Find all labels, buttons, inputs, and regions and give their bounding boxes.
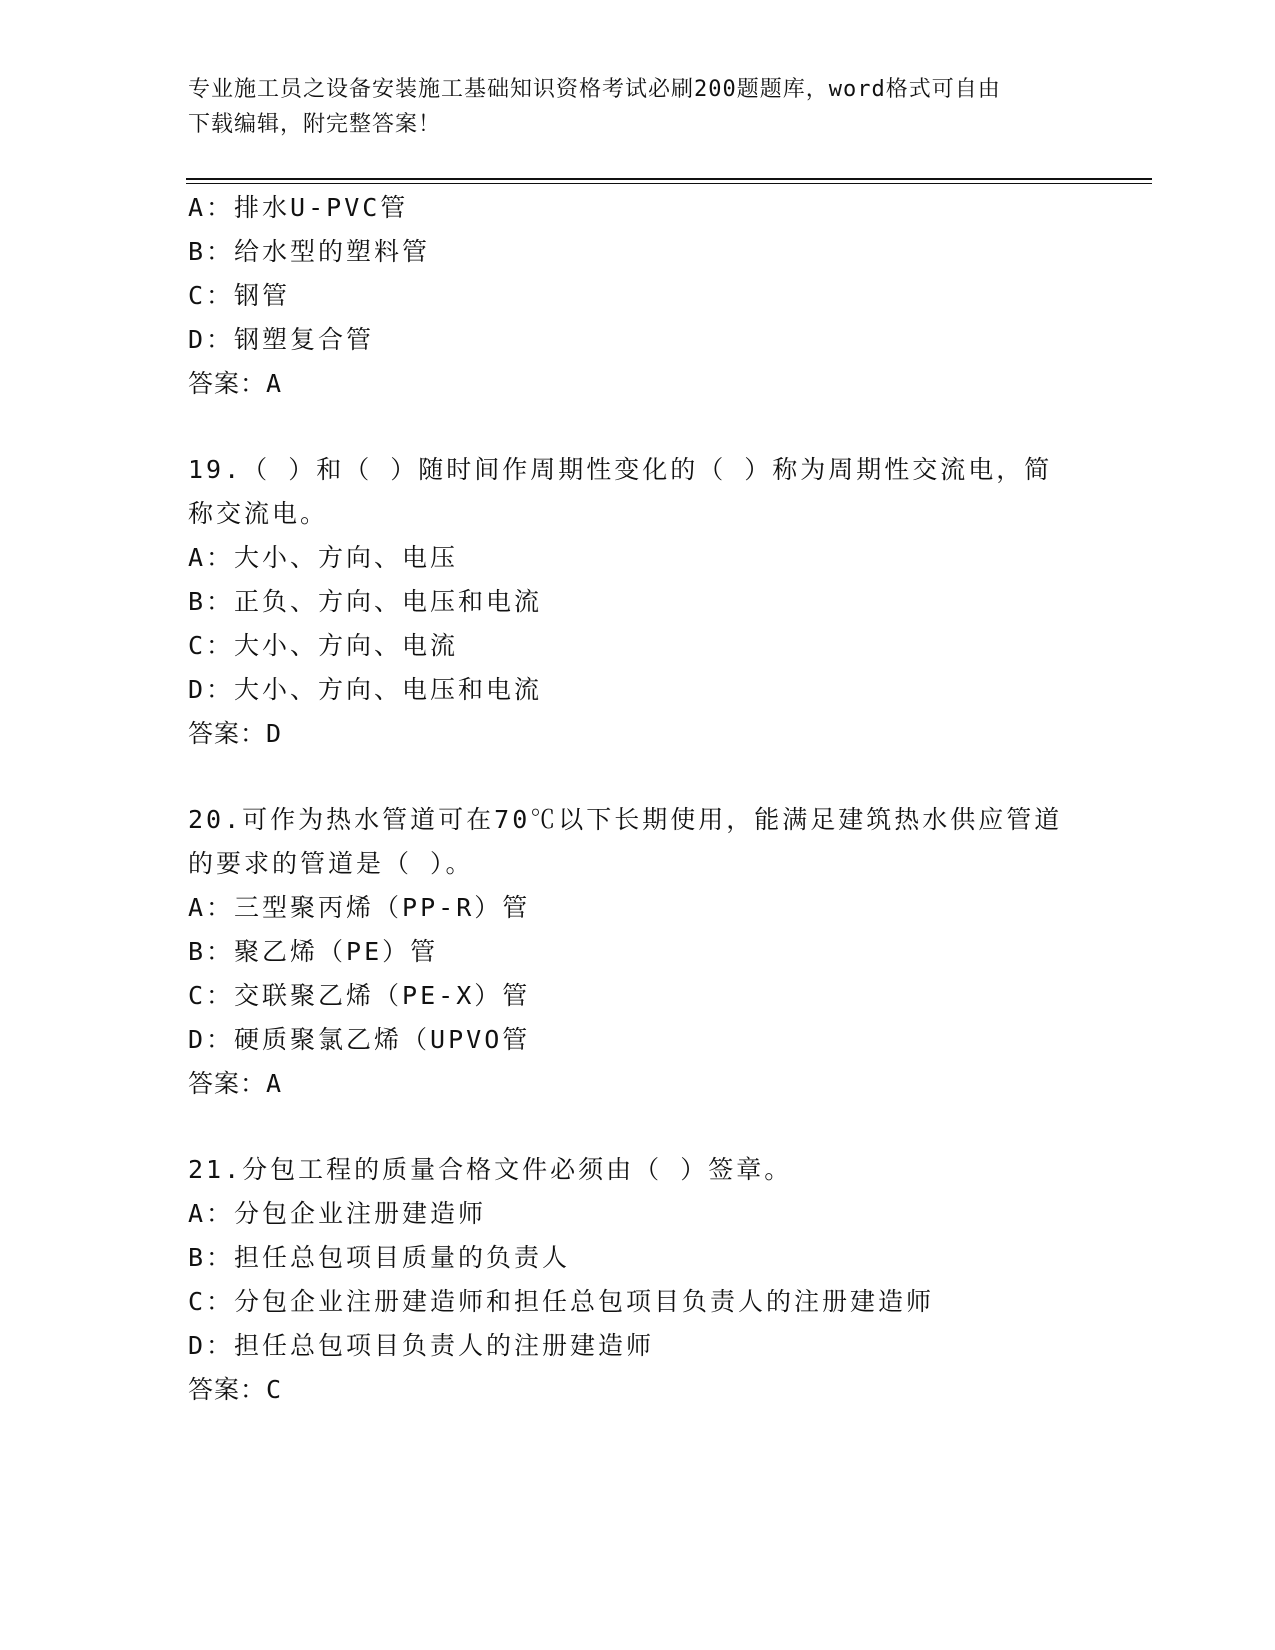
option-d: D：钢塑复合管	[188, 325, 375, 354]
option-a: A：大小、方向、电压	[188, 543, 459, 572]
question-19-line-1: 19.（ ）和（ ）随时间作周期性变化的（ ）称为周期性交流电，简	[188, 455, 1053, 484]
header-line-1: 专业施工员之设备安装施工基础知识资格考试必刷200题题库，word格式可自由	[188, 77, 1001, 102]
option-c: C：大小、方向、电流	[188, 631, 459, 660]
header-divider-thin	[186, 183, 1152, 184]
header-line-2: 下载编辑，附完整答案！	[188, 112, 442, 137]
question-21-line-1: 21.分包工程的质量合格文件必须由（ ）签章。	[188, 1155, 793, 1184]
option-c: C：交联聚乙烯（PE-X）管	[188, 981, 531, 1010]
question-20-line-1: 20.可作为热水管道可在70℃以下长期使用，能满足建筑热水供应管道	[188, 805, 1063, 834]
option-c: C：分包企业注册建造师和担任总包项目负责人的注册建造师	[188, 1287, 935, 1316]
answer: 答案：A	[188, 1069, 283, 1098]
header-divider-thick	[186, 178, 1152, 180]
document-header	[188, 72, 1088, 142]
option-d: D：大小、方向、电压和电流	[188, 675, 543, 704]
question-20-line-2: 的要求的管道是（ ）。	[188, 849, 474, 878]
answer: 答案：D	[188, 719, 283, 748]
answer: 答案：A	[188, 369, 283, 398]
option-a: A：排水U-PVC管	[188, 193, 409, 222]
option-b: B：聚乙烯（PE）管	[188, 937, 439, 966]
option-a: A：分包企业注册建造师	[188, 1199, 487, 1228]
option-b: B：正负、方向、电压和电流	[188, 587, 543, 616]
option-a: A：三型聚丙烯（PP-R）管	[188, 893, 531, 922]
option-b: B：给水型的塑料管	[188, 237, 431, 266]
answer: 答案：C	[188, 1375, 283, 1404]
option-b: B：担任总包项目质量的负责人	[188, 1243, 571, 1272]
option-d: D：硬质聚氯乙烯（UPVO管	[188, 1025, 531, 1054]
question-19-line-2: 称交流电。	[188, 499, 329, 528]
option-d: D：担任总包项目负责人的注册建造师	[188, 1331, 655, 1360]
option-c: C：钢管	[188, 281, 291, 310]
